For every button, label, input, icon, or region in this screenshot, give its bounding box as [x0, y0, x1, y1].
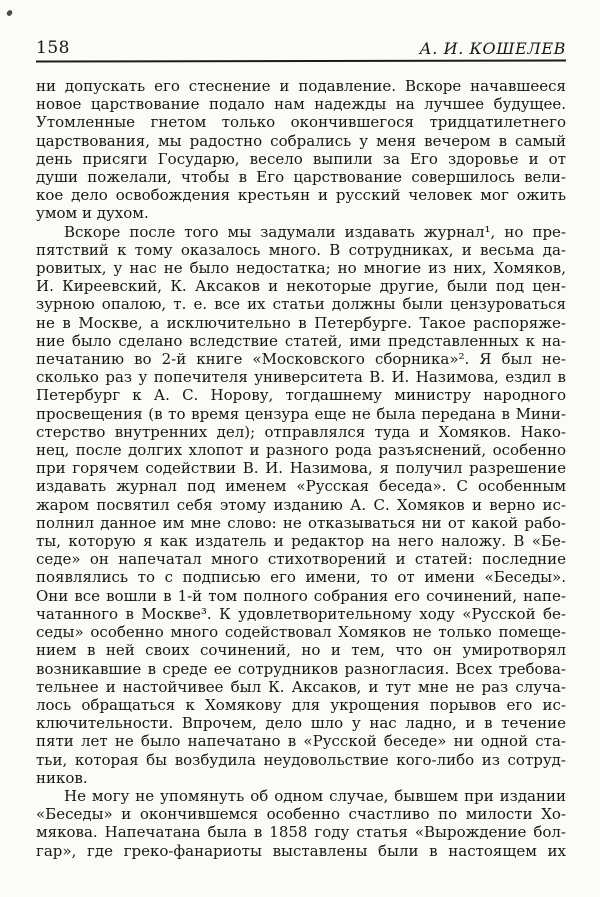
text-line: Петербург к А. С. Норову, тогдашнему министру народного — [36, 386, 566, 405]
page-header — [36, 38, 566, 58]
text-line: Вскоре после того мы задумали издавать журнал¹, но пре- — [64, 222, 566, 241]
text-line: не в Москве, а исключительно в Петербурге. Такое распоряже- — [36, 313, 566, 332]
text-line: появлялись то с подписью его имени, то от имени «Беседы». — [36, 568, 566, 587]
text-line: кое дело освобождения крестьян и русский человек мог ожить — [36, 186, 566, 205]
text-line: день присяги Государю, весело выпили за Его здоровье и от — [36, 149, 566, 168]
paragraph — [36, 77, 566, 223]
text-line: седы» особенно много содействовал Хомяков не только помеще- — [36, 623, 566, 642]
scan-speck — [6, 9, 13, 17]
text-line: «Беседы» и окончившемся особенно счастливо по милости Хо- — [36, 805, 566, 824]
text-line: ни допускать его стеснение и подавление. Вскоре начавшееся — [36, 77, 566, 95]
text-line: при горячем содействии В. И. Назимова, я получил разрешение — [36, 459, 566, 478]
text-line: издавать журнал под именем «Русская беседа». С особенным — [36, 477, 566, 496]
text-line: ты, которую я как издатель и редактор на него наложу. В «Бе- — [36, 532, 566, 551]
text-line: тьи, которая бы возбудила неудовольствие кого-либо из сотруд- — [36, 750, 566, 769]
text-line: лось обращаться к Хомякову для укрощения порывов его ис- — [36, 695, 566, 714]
header-rule — [36, 59, 566, 62]
text-line: ние было сделано вследствие статей, ими представленных к на- — [36, 331, 566, 350]
text-line: Не могу не упомянуть об одном случае, бывшем при издании — [64, 786, 566, 805]
text-line: полнил данное им мне слово: не отказываться ни от какой рабо- — [36, 513, 566, 532]
text-line: души пожелали, чтобы в Его царствование совершилось вели- — [36, 168, 566, 187]
text-line: пяти лет не было напечатано в «Русской беседе» ни одной ста- — [36, 732, 566, 751]
page-number: 158 — [36, 38, 70, 58]
text-line: ников. — [36, 768, 88, 787]
text-line: царствования, мы радостно собрались у меня вечером в самый — [36, 131, 566, 150]
text-line: сколько раз у попечителя университета В. И. Назимова, ездил в — [36, 368, 566, 387]
text-line: возникавшие в среде ее сотрудников разногласия. Всех требова- — [36, 659, 566, 678]
text-line: умом и духом. — [36, 204, 149, 223]
running-head: А. И. КОШЕЛЕВ — [419, 39, 566, 58]
text-line: ровитых, у нас не было недостатка; но многие из них, Хомяков, — [36, 259, 566, 278]
text-line: И. Киреевский, К. Аксаков и некоторые другие, были под цен- — [36, 277, 566, 296]
text-line: ключительности. Впрочем, дело шло у нас ладно, и в течение — [36, 714, 566, 733]
text-line: нец, после долгих хлопот и разного рода разъяснений, особенно — [36, 441, 566, 460]
text-line: чатанного в Москве³. К удовлетворительному ходу «Русской бе- — [36, 604, 566, 623]
text-line: Они все вошли в 1-й том полного собрания его сочинений, напе- — [36, 586, 566, 605]
paragraph — [36, 223, 566, 787]
text-line: гар», где греко-фанариоты выставлены были в настоящем их — [36, 841, 566, 860]
paragraph — [36, 787, 566, 860]
text-line: зурною опалою, т. е. все их статьи должны были цензуроваться — [36, 295, 566, 314]
text-line: тельнее и настойчивее был К. Аксаков, и тут мне не раз случа- — [36, 677, 566, 696]
text-line: стерство внутренних дел); отправлялся туда и Хомяков. Нако- — [36, 422, 566, 441]
text-line: пятствий к тому оказалось много. В сотрудниках, и весьма да- — [36, 240, 566, 259]
text-line: Утомленные гнетом только окончившегося тридцатилетнего — [36, 113, 566, 132]
text-line: мякова. Напечатана была в 1858 году статья «Вырождение бол- — [36, 823, 566, 842]
page-body — [36, 77, 566, 860]
text-line: жаром посвятил себя этому изданию А. С. Хомяков и верно ис- — [36, 495, 566, 514]
text-line: просвещения (в то время цензура еще не была передана в Мини- — [36, 404, 566, 423]
text-line: печатанию во 2-й книге «Московского сборника»². Я был не- — [36, 350, 566, 369]
text-line: новое царствование подало нам надежды на лучшее будущее. — [36, 95, 566, 114]
text-line: нием в ней своих сочинений, но и тем, что он умиротворял — [36, 641, 566, 660]
text-line: седе» он напечатал много стихотворений и статей: последние — [36, 550, 566, 569]
